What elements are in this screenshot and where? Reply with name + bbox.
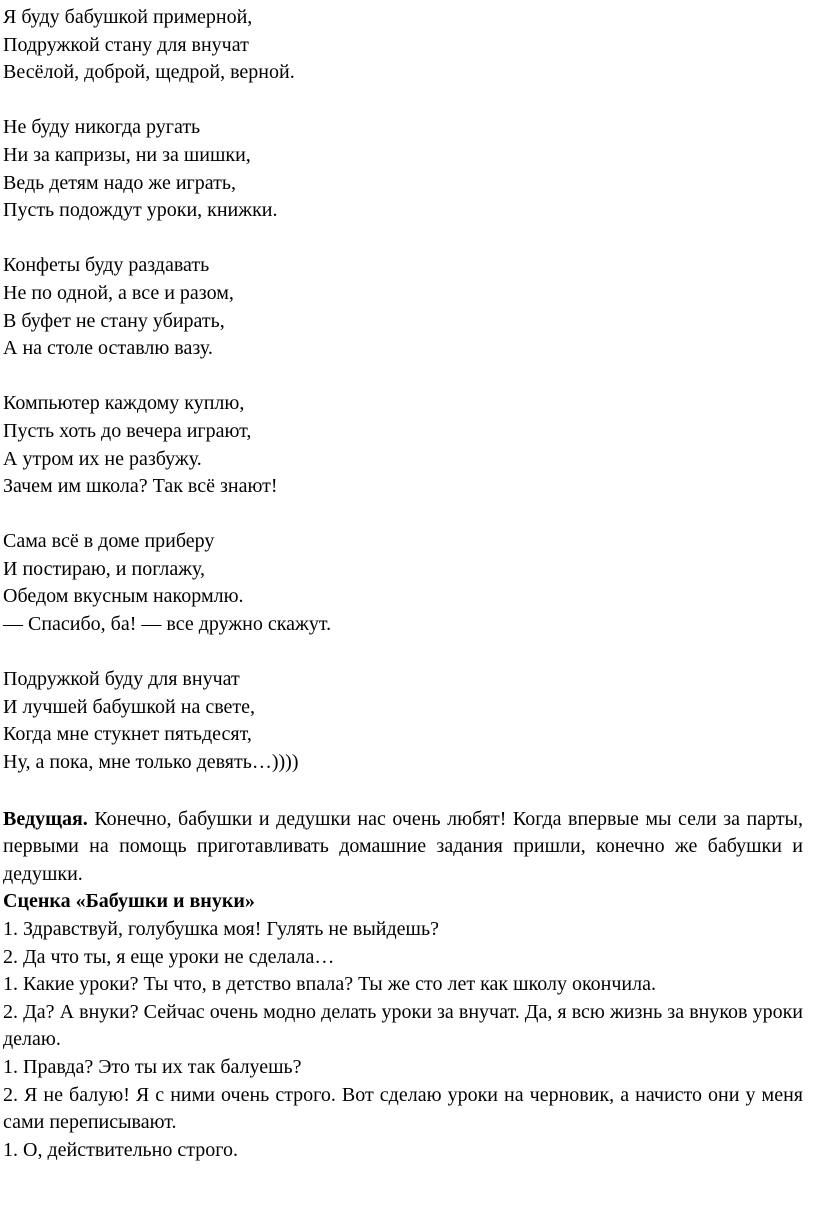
poem-line: Сама всё в доме приберу xyxy=(3,530,215,553)
poem-line: Ни за капризы, ни за шишки, xyxy=(3,143,251,166)
poem-line: Пусть подождут уроки, книжки. xyxy=(3,199,278,222)
poem-line: Подружкой стану для внучат xyxy=(3,33,249,56)
dialogue-line: 2. Да? А внуки? Сейчас очень модно делать уроки за внучат. Да, я всю жизнь за внуков уроки делаю. xyxy=(3,1000,803,1051)
poem-line: Весёлой, доброй, щедрой, верной. xyxy=(3,61,295,84)
presenter-paragraph xyxy=(3,806,803,889)
poem-line: Когда мне стукнет пятьдесят, xyxy=(3,723,252,746)
poem-line: Не по одной, а все и разом, xyxy=(3,281,234,304)
poem-line: Ведь детям надо же играть, xyxy=(3,171,236,194)
poem-line: А утром их не разбужу. xyxy=(3,447,202,470)
presenter-text: Конечно, бабушки и дедушки нас очень любят! Когда впервые мы сели за парты, первыми на помощь приготавливать домашние задания пришли, конечно же бабушки и дедушки. xyxy=(3,807,803,885)
poem-line: Пусть хоть до вечера играют, xyxy=(3,419,252,442)
poem-line: Я буду бабушкой примерной, xyxy=(3,6,253,28)
scene-title: Сценка «Бабушки и внуки» xyxy=(3,890,255,913)
poem-line: Ну, а пока, мне только девять…)))) xyxy=(3,751,299,774)
poem-line: Компьютер каждому куплю, xyxy=(3,392,245,415)
dialogue-line: 1. Правда? Это ты их так балуешь? xyxy=(3,1055,302,1078)
presenter-label: Ведущая. xyxy=(3,807,88,830)
poem-line: Зачем им школа? Так всё знают! xyxy=(3,475,278,498)
poem-stanza xyxy=(3,390,803,500)
poem-line: Подружкой буду для внучат xyxy=(3,668,240,691)
poem-stanza xyxy=(3,114,803,224)
dialogue-line: 1. Здравствуй, голубушка моя! Гулять не выйдешь? xyxy=(3,918,439,940)
poem-stanza xyxy=(3,666,803,776)
poem-stanza xyxy=(3,252,803,362)
poem-line: — Спасибо, ба! — все дружно скажут. xyxy=(3,613,332,636)
poem xyxy=(3,4,803,777)
prose-section xyxy=(3,806,803,1165)
poem-line: А на столе оставлю вазу. xyxy=(3,337,213,360)
poem-line: И лучшей бабушкой на свете, xyxy=(3,695,256,718)
dialogue-line: 1. Какие уроки? Ты что, в детство впала? Ты же сто лет как школу окончила. xyxy=(3,973,656,996)
poem-line: Не буду никогда ругать xyxy=(3,116,201,139)
poem-stanza xyxy=(3,4,803,87)
poem-line: И постираю, и поглажу, xyxy=(3,557,206,580)
poem-line: В буфет не стану убирать, xyxy=(3,309,225,332)
dialogue-line: 1. О, действительно строго. xyxy=(3,1138,238,1161)
dialogue-line: 2. Я не балую! Я с ними очень строго. Вот сделаю уроки на черновик, а начисто они у меня сами переписывают. xyxy=(3,1083,803,1134)
dialogue-line: 2. Да что ты, я еще уроки не сделала… xyxy=(3,945,335,968)
poem-line: Конфеты буду раздавать xyxy=(3,254,210,277)
poem-line: Обедом вкусным накормлю. xyxy=(3,585,244,608)
poem-stanza xyxy=(3,528,803,638)
